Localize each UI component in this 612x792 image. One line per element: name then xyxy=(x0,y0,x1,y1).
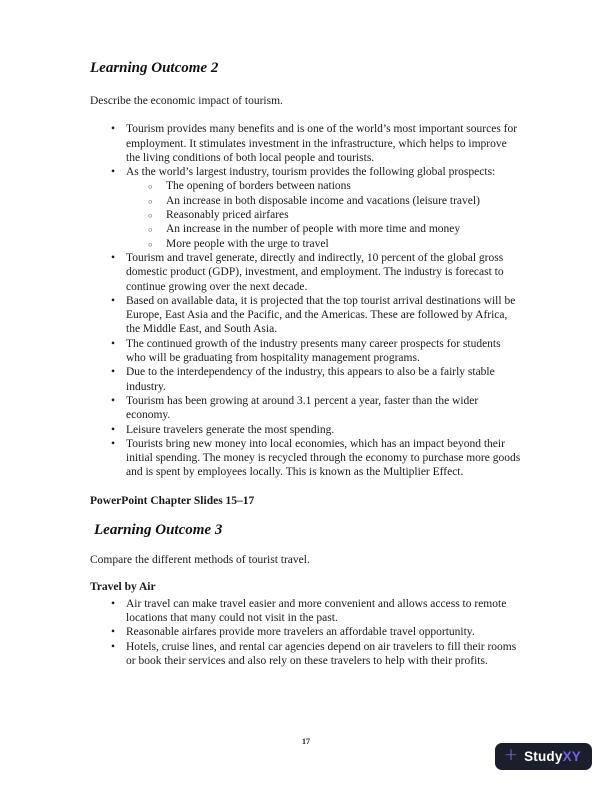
studyxy-logo[interactable] xyxy=(495,743,592,770)
bullet-text: Tourism provides many benefits and is one of the world’s most important sources for employment. It stimulates investment in the infrastructure, which helps to improve the living conditions of both local people and tourists. xyxy=(126,123,518,164)
brand-name-study: Study xyxy=(524,748,563,764)
bullet-item xyxy=(90,625,522,639)
bullet-item xyxy=(90,122,522,165)
section-learning-outcome-3 xyxy=(90,520,522,668)
bullet-text: Due to the interdependency of the industry, this appears to also be a fairly stable industry. xyxy=(126,366,495,393)
powerpoint-slides-note: PowerPoint Chapter Slides 15–17 xyxy=(90,494,255,507)
bullet-text: Based on available data, it is projected that the top tourist arrival destinations will be Europe, East Asia and the Pacific, and the Americas. These are followed by Africa, the Middle East, and South Asia. xyxy=(126,294,516,336)
plus-icon: + xyxy=(503,745,519,765)
bullet-item xyxy=(90,640,522,669)
travel-by-air-heading: Travel by Air xyxy=(90,581,156,594)
bullet-text: The continued growth of the industry presents many career prospects for students who will be graduating from hospitality management programs. xyxy=(126,337,501,365)
sub-bullet-item: ○ Reasonably priced airfares xyxy=(126,208,522,222)
learning-outcome-3-heading: Learning Outcome 3 xyxy=(94,522,223,539)
bullet-text: As the world’s largest industry, tourism provides the following global prospects: xyxy=(126,166,496,179)
sub-bullet-item: ○ An increase in both disposable income and vacations (leisure travel) xyxy=(126,194,522,208)
bullet-item xyxy=(90,394,522,423)
bullet-item xyxy=(90,437,522,480)
bullet-text: Air travel can make travel easier and more convenient and allows access to remote locations that many could not visit in the past. xyxy=(126,597,507,624)
sub-bullet-item: ○ More people with the urge to travel xyxy=(126,237,522,251)
bullet-text: Tourists bring new money into local economies, which has an impact beyond their initial spending. The money is recycled through the economy to purchase more goods and is spent by employees locally. This is known as the Multiplier Effect. xyxy=(126,437,521,479)
lo3-description: Compare the different methods of tourist travel. xyxy=(90,554,310,567)
lo2-sub-bullet-list xyxy=(126,179,522,250)
brand-name xyxy=(524,750,581,764)
learning-outcome-2-heading: Learning Outcome 2 xyxy=(90,60,219,76)
bullet-text: Reasonable airfares provide more travelers an affordable travel opportunity. xyxy=(126,626,475,639)
bullet-text: Leisure travelers generate the most spending. xyxy=(126,423,335,436)
bullet-item xyxy=(90,423,522,437)
bullet-item xyxy=(90,597,522,626)
bullet-text: Hotels, cruise lines, and rental car agencies depend on air travelers to fill their rooms or book their services and also rely on these travelers to help with their profits. xyxy=(126,640,517,667)
bullet-item xyxy=(90,251,522,294)
sub-bullet-item: ○ The opening of borders between nations xyxy=(126,179,522,193)
bullet-text: Tourism has been growing at around 3.1 percent a year, faster than the wider economy. xyxy=(126,394,479,422)
lo3-bullet-list xyxy=(90,597,522,668)
lo2-description: Describe the economic impact of tourism. xyxy=(90,95,283,107)
lo2-bullet-list xyxy=(90,122,522,479)
page-number: 17 xyxy=(302,737,310,746)
brand-name-xy: XY xyxy=(562,748,581,764)
section-learning-outcome-2 xyxy=(90,58,522,508)
sub-bullet-item: ○ An increase in the number of people with more time and money xyxy=(126,222,522,236)
bullet-item xyxy=(90,337,522,366)
bullet-item xyxy=(90,165,522,251)
bullet-item xyxy=(90,365,522,394)
bullet-text: Tourism and travel generate, directly and indirectly, 10 percent of the global gross domestic product (GDP), investment, and employment. The industry is forecast to continue growing over the next decade. xyxy=(126,251,504,293)
bullet-item xyxy=(90,294,522,337)
